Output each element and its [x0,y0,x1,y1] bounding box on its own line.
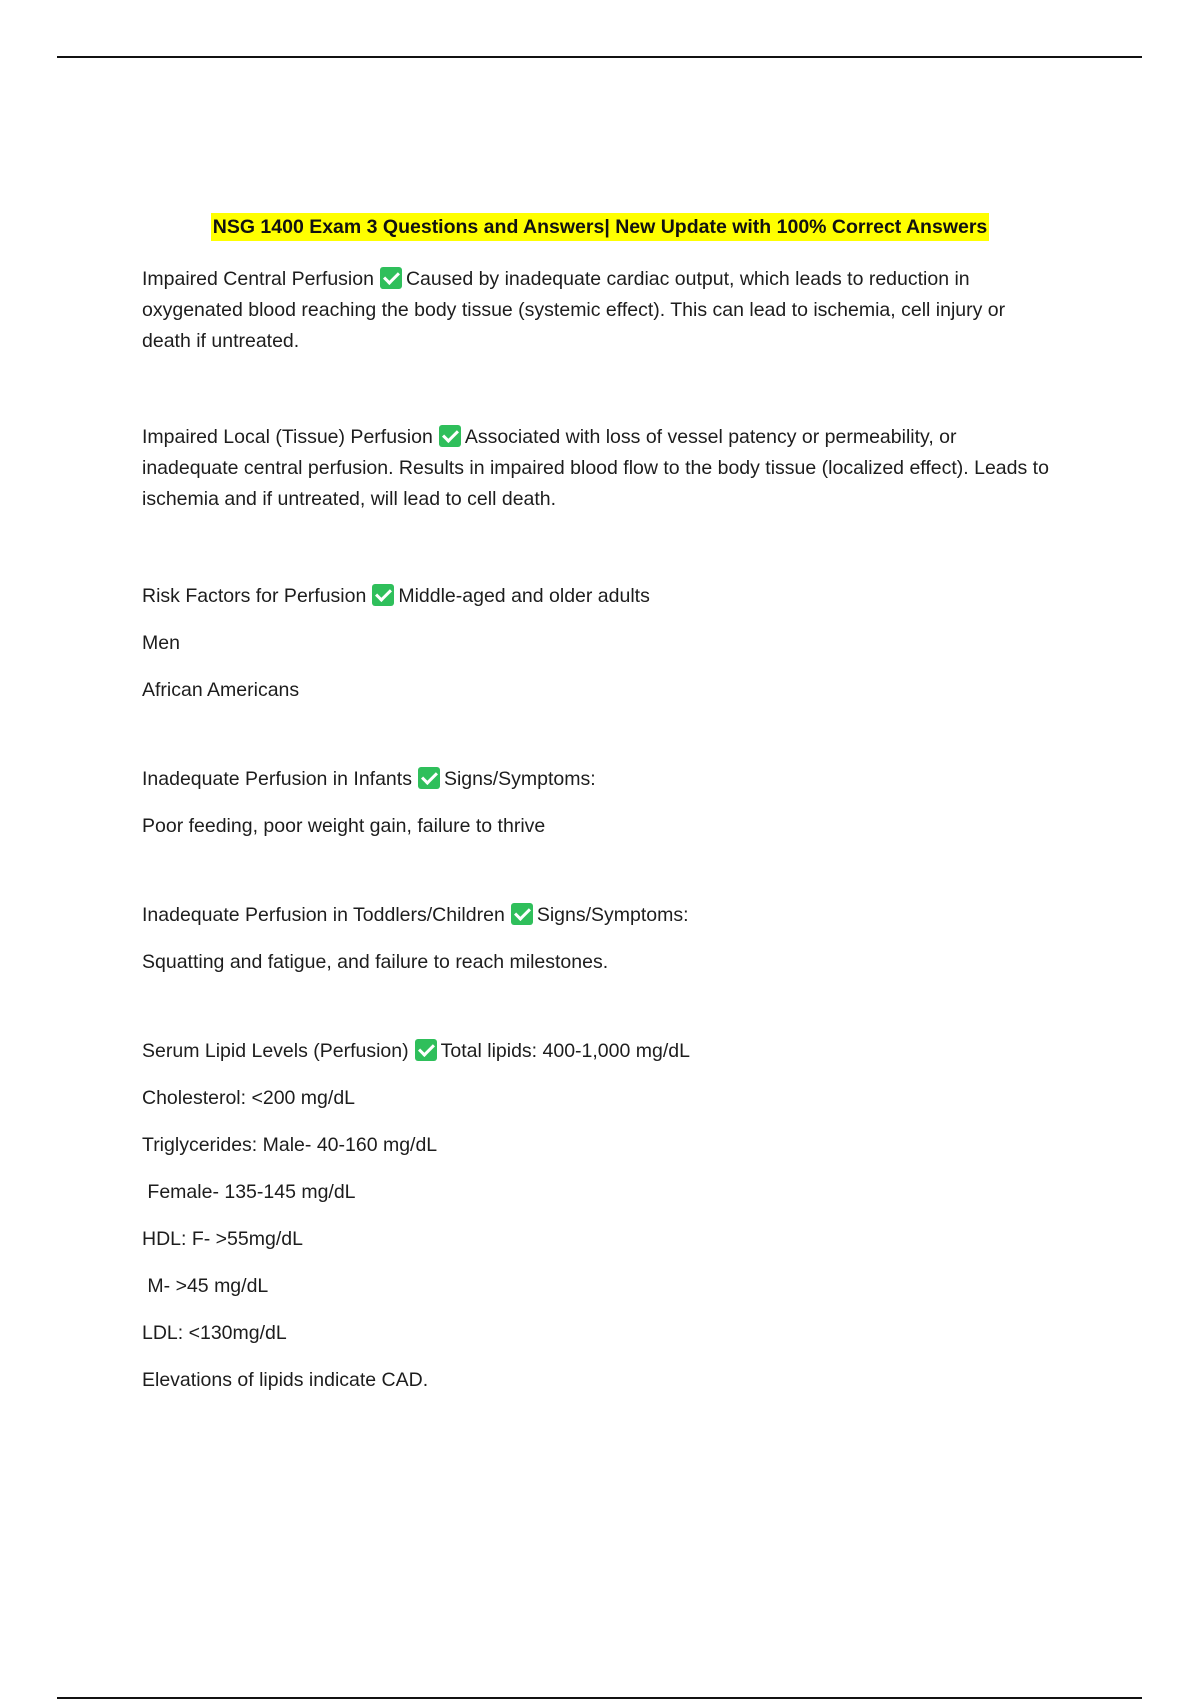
qa-answer: Associated with loss of vessel patency or permeability, or inadequate central perfusion. Results in impaired blood flow to the body tissue (localized effect). Leads to ischemia and if untreated, will lead to cell death. [142,426,1049,510]
qa-item-risk-factors [142,581,1052,706]
qa-extra-line: Female- 135-145 mg/dL [142,1181,356,1203]
qa-extra-line: African Americans [142,679,300,701]
spacer [142,842,1052,900]
qa-item-serum-lipid-levels [142,1036,1052,1396]
footer-rule [57,1697,1142,1699]
checkmark-icon [418,767,440,789]
qa-extra-line: Cholesterol: <200 mg/dL [142,1087,356,1109]
checkmark-icon [372,584,394,606]
qa-extra-line: HDL: F- >55mg/dL [142,1228,303,1250]
spacer [142,706,1052,764]
qa-term: Impaired Local (Tissue) Perfusion [142,426,433,448]
header-rule [57,56,1142,58]
qa-term: Impaired Central Perfusion [142,268,374,290]
qa-item-infants [142,764,1052,842]
title-container [0,213,1200,241]
qa-item-impaired-local-perfusion [142,422,1052,515]
qa-question [142,581,1052,612]
qa-answer: Caused by inadequate cardiac output, which leads to reduction in oxygenated blood reaching the body tissue (systemic effect). This can lead to ischemia, cell injury or death if untreated. [142,268,1006,352]
spacer [142,357,1052,422]
document-title: NSG 1400 Exam 3 Questions and Answers| New Update with 100% Correct Answers [211,213,990,241]
qa-extra-line: Poor feeding, poor weight gain, failure to thrive [142,815,546,837]
qa-answer: Middle-aged and older adults [398,585,650,607]
checkmark-icon [439,425,461,447]
qa-extra-line: Men [142,632,180,654]
qa-extra-line: M- >45 mg/dL [142,1275,269,1297]
spacer [142,978,1052,1036]
checkmark-icon [380,267,402,289]
qa-extra-line: LDL: <130mg/dL [142,1322,287,1344]
spacer [142,515,1052,581]
qa-term: Risk Factors for Perfusion [142,585,367,607]
qa-content [142,264,1052,1396]
qa-item-toddlers-children [142,900,1052,978]
qa-term: Serum Lipid Levels (Perfusion) [142,1040,409,1062]
qa-answer: Signs/Symptoms: [443,768,596,790]
qa-question [142,900,1052,931]
qa-extra-line: Squatting and fatigue, and failure to reach milestones. [142,951,609,973]
qa-answer: Signs/Symptoms: [536,904,689,926]
qa-question [142,1036,1052,1067]
qa-answer: Total lipids: 400-1,000 mg/dL [440,1040,690,1062]
qa-question [142,764,1052,795]
checkmark-icon [511,903,533,925]
qa-question [142,422,1052,515]
qa-term: Inadequate Perfusion in Toddlers/Children [142,904,505,926]
checkmark-icon [415,1039,437,1061]
qa-term: Inadequate Perfusion in Infants [142,768,412,790]
qa-extra-line: Elevations of lipids indicate CAD. [142,1369,429,1391]
qa-item-impaired-central-perfusion [142,264,1052,357]
qa-extra-line: Triglycerides: Male- 40-160 mg/dL [142,1134,438,1156]
qa-question [142,264,1052,357]
